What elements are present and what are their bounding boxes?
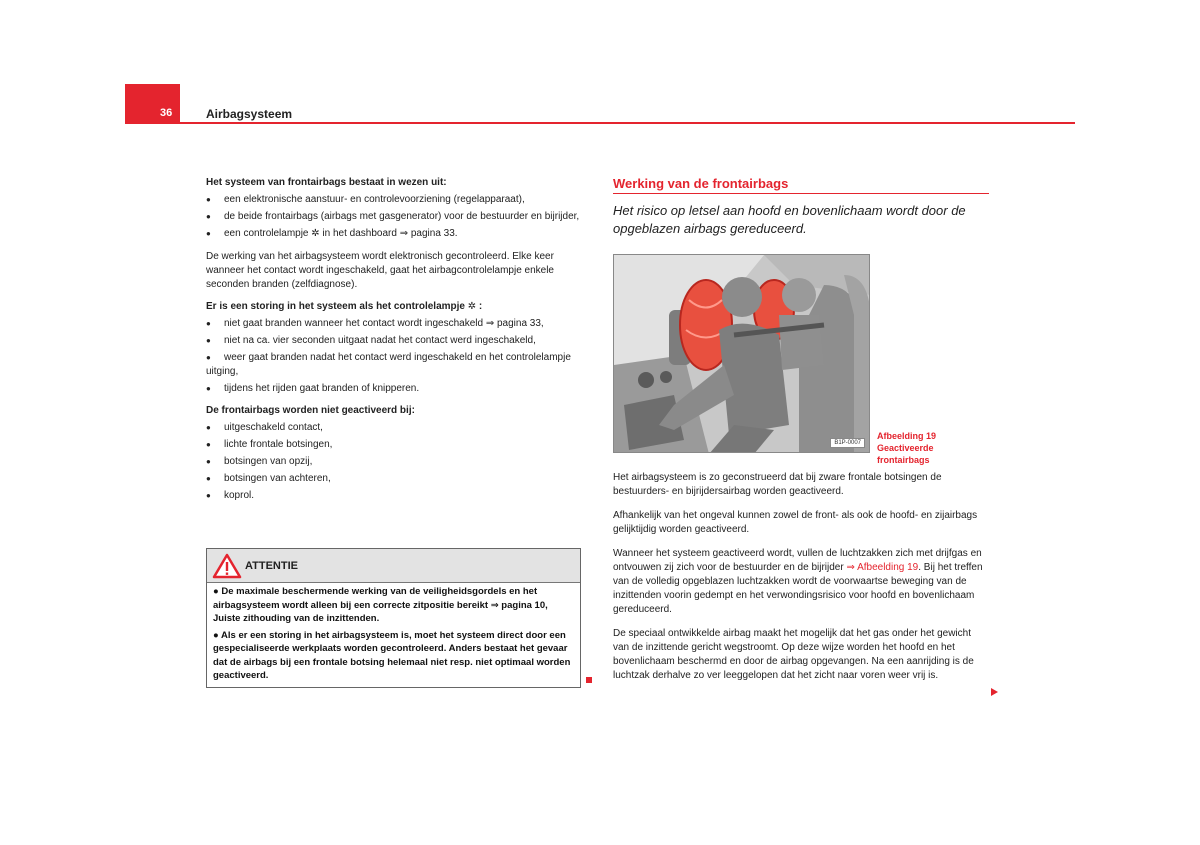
figure-caption: Afbeelding 19 Geactiveerde frontairbags	[877, 431, 937, 465]
paragraph: Afhankelijk van het ongeval kunnen zowel de front- als ook de hoofd- en zijairbags gelijktijdig worden geactiveerd.	[613, 510, 978, 535]
figure-link[interactable]: ⇒ Afbeelding 19	[846, 562, 919, 573]
warning-body	[213, 585, 575, 686]
warning-title: ATTENTIE	[245, 560, 298, 572]
section-title: Airbagsysteem	[206, 107, 293, 121]
warning-header	[207, 549, 580, 583]
title-rule	[613, 193, 989, 194]
list-item: ● niet na ca. vier seconden uitgaat nadat het contact werd ingeschakeld,	[206, 334, 581, 348]
right-column	[613, 471, 988, 693]
left-column	[206, 176, 581, 503]
list-item: ● een controlelampje ✲ in het dashboard ⇒ pagina 33.	[206, 227, 581, 241]
paragraph: De werking van het airbagsysteem wordt elektronisch gecontroleerd. Elke keer wanneer het contact wordt ingeschakeld, gaat het airbagcontrolelampje enkele seconden branden (zelfdiagnose).	[206, 251, 554, 290]
page-number: 36	[160, 107, 173, 119]
paragraph-text: Wanneer het systeem geactiveerd wordt, vullen de luchtzakken zich met drijfgas en ontvouwen zij zich voor de bestuurder en de bijrijder	[613, 548, 982, 573]
continue-arrow-icon	[991, 688, 998, 696]
system-list	[206, 193, 581, 241]
list-item: ● koprol.	[206, 489, 581, 503]
list-item: ● botsingen van achteren,	[206, 472, 581, 486]
section-intro: Het risico op letsel aan hoofd en bovenlichaam wordt door de opgeblazen airbags gereduceerd.	[613, 203, 966, 236]
right-section-title: Werking van de frontairbags	[613, 176, 789, 191]
list-item: ● tijdens het rijden gaat branden of knipperen.	[206, 382, 581, 396]
warning-box	[206, 548, 581, 688]
paragraph: Het airbagsysteem is zo geconstrueerd dat bij zware frontale botsingen de bestuurders- en bijrijdersairbag worden geactiveerd.	[613, 472, 942, 497]
warning-triangle-icon	[212, 553, 242, 579]
figure-code: B1P-0007	[830, 438, 865, 448]
list-item: ● niet gaat branden wanneer het contact wordt ingeschakeld ⇒ pagina 33,	[206, 317, 581, 331]
list-item: ● uitgeschakeld contact,	[206, 421, 581, 435]
inactive-list	[206, 421, 581, 503]
fault-list	[206, 317, 581, 396]
inactive-heading: De frontairbags worden niet geactiveerd bij:	[206, 405, 415, 416]
list-item: ● lichte frontale botsingen,	[206, 438, 581, 452]
fault-heading: Er is een storing in het systeem als het controlelampje ✲ :	[206, 301, 483, 312]
paragraph-text: . Bij het treffen van de volledig opgeblazen luchtzakken wordt de voorwaartse beweging van de inzittenden voorin gedempt en het verwondingsrisico voor hoofd en bovenlichaam gereduceerd.	[613, 562, 983, 615]
header-rule	[180, 122, 1075, 124]
list-item: ● botsingen van opzij,	[206, 455, 581, 469]
system-heading: Het systeem van frontairbags bestaat in wezen uit:	[206, 177, 447, 188]
paragraph	[613, 547, 988, 617]
section-end-square	[586, 677, 592, 683]
list-item: ● een elektronische aanstuur- en controlevoorziening (regelapparaat),	[206, 193, 581, 207]
warning-item: ● De maximale beschermende werking van de veiligheidsgordels en het airbagsysteem wordt alleen bij een correcte zitpositie bereikt ⇒ pagina 10, Juiste zithouding van de inzittenden.	[213, 586, 548, 624]
list-item: ● weer gaat branden nadat het contact werd ingeschakeld en het controlelampje uitging,	[206, 351, 581, 379]
airbag-drawing	[614, 255, 870, 453]
warning-item: ● Als er een storing in het airbagsysteem is, moet het systeem direct door een gespecialiseerde werkplaats worden gecontroleerd. Anders bestaat het gevaar dat de airbags bij een frontale botsing helemaal niet resp. niet optimaal worden geactiveerd.	[213, 629, 571, 681]
airbag-illustration	[613, 254, 870, 453]
list-item: ● de beide frontairbags (airbags met gasgenerator) voor de bestuurder en bijrijder,	[206, 210, 581, 224]
paragraph: De speciaal ontwikkelde airbag maakt het mogelijk dat het gas onder het gewicht van de inzittende gericht wegstroomt. Op deze wijze worden het hoofd en het bovenlichaam beschermd en door de airbag opgevangen. Na een aanrijding is de luchtzak derhalve zo ver leeggelopen dat het zicht naar voren weer vrij is.	[613, 628, 974, 681]
